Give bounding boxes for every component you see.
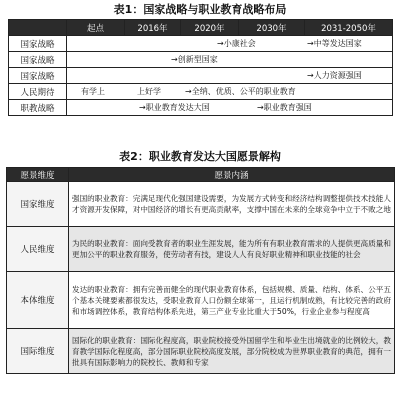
table1-row	[9, 68, 393, 84]
table1-header-start: 起点	[67, 20, 125, 36]
dimension-label: 国际维度	[7, 329, 69, 374]
dimension-label: 国家维度	[7, 182, 69, 227]
dimension-text: 强国的职业教育：完满足现代化强国建设需要，为发展方式转变和经济结构调整提供技术技能人才资源开发保障，对中国经济的增长有更高贡献率，支撑中国在未来的全球竞争中立于不败之地	[69, 182, 395, 227]
row-label: 国家战略	[9, 68, 67, 84]
table2-header-row	[7, 168, 395, 182]
dimension-text: 发达的职业教育：拥有完善而健全的现代职业教育体系，包括规模、质量、结构、体系、公平五个基本关键要素都很发达，受职业教育人口份额全球第一，且运行机制成熟，有比较完善的政府和市场调控体系，教育结构体系先进，第三产业专业比重大于50%，行业企业参与程度高	[69, 272, 395, 329]
table1-row	[9, 84, 393, 100]
table2-row	[7, 182, 395, 227]
dimension-text: 国际化的职业教育：国际化程度高，职业院校接受外国留学生和毕业生出境就业的比例较大，教育教学国际化程度高，部分国际职业院校高度发展，部分院校成为世界职业教育的典范，拥有一批具有国际影响力的院校长、教师和专家	[69, 329, 395, 374]
row-label: 国家战略	[9, 36, 67, 52]
table2-row	[7, 272, 395, 329]
timeline-milestone: →小康社会	[217, 39, 256, 48]
table1-row	[9, 52, 393, 68]
row-label: 职教战略	[9, 100, 67, 116]
timeline-cell	[67, 100, 393, 116]
table1-header-2031-2050: 2031-2050年	[305, 20, 393, 36]
table1-row	[9, 36, 393, 52]
table2-title: 表2：职业教育发达大国愿景解构	[119, 150, 281, 163]
timeline-cell	[67, 84, 393, 100]
timeline-milestone: 上好学	[137, 87, 161, 96]
timeline-milestone: →人力资源强国	[307, 71, 362, 80]
table1-header-row	[9, 20, 393, 36]
timeline-cell	[67, 36, 393, 52]
table1-header-2020: 2020年	[181, 20, 239, 36]
timeline-milestone: →全纳、优质、公平的职业教育	[185, 87, 296, 96]
dimension-label: 本体维度	[7, 272, 69, 329]
table1-header-corner	[9, 20, 67, 36]
timeline-milestone: →中等发达国家	[307, 39, 362, 48]
table1-header-2016: 2016年	[125, 20, 181, 36]
timeline-milestone: →职业教育发达大国	[139, 103, 210, 112]
timeline-cell	[67, 52, 393, 68]
timeline-milestone: 有学上	[81, 87, 105, 96]
row-label: 国家战略	[9, 52, 67, 68]
dimension-label: 人民维度	[7, 227, 69, 272]
timeline-cell	[67, 68, 393, 84]
table1-title: 表1：国家战略与职业教育战略布局	[113, 3, 287, 16]
table2-row	[7, 329, 395, 374]
table2-row	[7, 227, 395, 272]
table2-header-content: 愿景内涵	[69, 168, 395, 182]
strategy-table	[8, 19, 393, 116]
table1-row	[9, 100, 393, 116]
table2-header-dimension: 愿景维度	[7, 168, 69, 182]
vision-table	[6, 167, 395, 374]
dimension-text: 为民的职业教育：面向受教育者的职业生涯发展，能为所有有职业教育需求的人提供更高质量和更加公平的职业教育服务，使劳动者有技，建设人人有良好职业精神和职业技能的社会	[69, 227, 395, 272]
timeline-milestone: →职业教育强国	[257, 103, 312, 112]
row-label: 人民期待	[9, 84, 67, 100]
table1-header-2030: 2030年	[239, 20, 305, 36]
timeline-milestone: →创新型国家	[171, 55, 218, 64]
